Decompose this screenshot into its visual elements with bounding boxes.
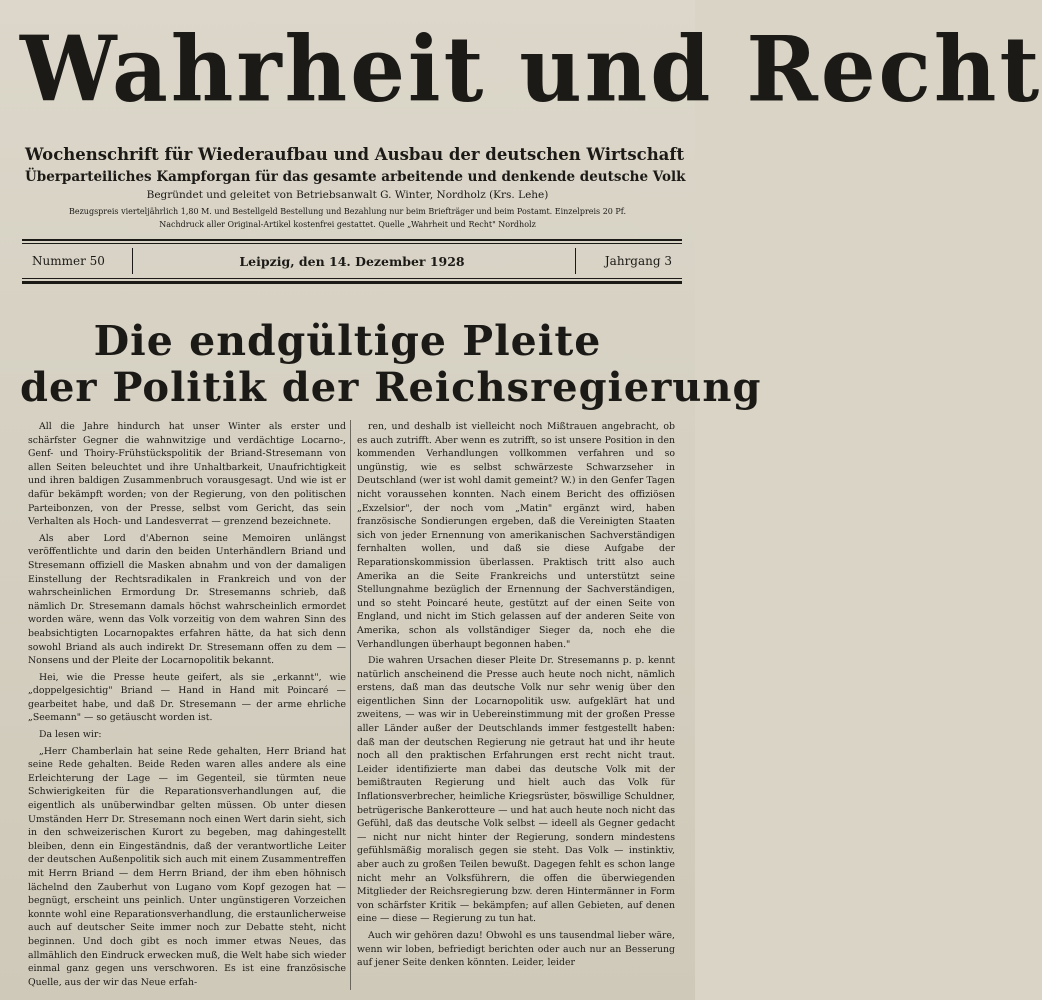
article-paragraph: Auch wir gehören dazu! Obwohl es uns tausendmal lieber wäre, wenn wir loben, befriedigt berichten oder auch nur an Besserung auf jener Seite denken könnten. Leider, leider [357,929,675,969]
masthead-subtitle: Wochenschrift für Wiederaufbau und Ausbau der deutschen Wirtschaft [25,145,685,164]
article-paragraph: „Herr Chamberlain hat seine Rede gehalten, Herr Briand hat seine Rede gehalten. Beide Reden waren alles andere als eine Erleichterung der Lage — im Gegenteil, sie türmten neue Schwierigkeiten für die Reparationsverhandlungen auf, die eigentlich als unüberwindbar gelten müssen. Ob unter diesen Umständen Herr Dr. Stresemann noch einen Wert darin sieht, sich in den schweizerischen Kurort zu begeben, mag dahingestellt bleiben, denn ein Eingeständnis, daß der verantwortliche Leiter der deutschen Außenpolitik sich auch mit einem Zusammentreffen mit Herrn Briand — dem Herrn Briand, der ihm eben höhnisch lächelnd den Zauberhut von Lugano vom Kopf gezogen hat — begnügt, erscheint uns peinlich. Unter ungünstigeren Vorzeichen konnte wohl eine Reparationsverhandlung, die erstaunlicherweise auch auf deutscher Seite immer noch zur Debatte steht, nicht beginnen. Und doch gibt es noch immer etwas Neues, das allmählich den Eindruck erwecken muß, die Welt habe sich wieder einmal ganz gegen uns verschworen. Es ist eine französische Quelle, aus der wir das Neue erfah- [28,745,346,988]
article-headline-line-1: Die endgültige Pleite [93,317,602,365]
volume-number: Jahrgang 3 [604,254,672,268]
article-paragraph: Als aber Lord d'Abernon seine Memoiren unlängst veröffentlichte und darin den beiden Unterhändlern Briand und Stresemann offiziell die Masken abnahm und von der damaligen Einstellung der Rechtsradikalen in Frankreich und von der wahrscheinlichen Ermordung Dr. Stresemanns schrieb, daß nämlich Dr. Stresemann damals höchst wahrscheinlich ermordet worden wäre, wenn das Volk vorzeitig von dem wahren Sinn des beabsichtigten Locarnopaktes erfahren hätte, da hat sich denn sowohl Briand als auch indirekt Dr. Stresemann offen zu dem — Nonsens und der Pleite der Locarnopolitik bekannt. [28,532,346,667]
issue-date: Leipzig, den 14. Dezember 1928 [239,254,465,269]
column-divider [350,420,351,990]
masthead-founder: Begründet und geleitet von Betriebsanwalt G. Winter, Nordholz (Krs. Lehe) [146,189,549,201]
issue-number: Nummer 50 [32,254,105,268]
divider-rule [22,239,682,241]
article-paragraph: Da lesen wir: [39,729,102,741]
article-column-left [28,420,346,989]
article-paragraph: ren, und deshalb ist vielleicht noch Mißtrauen angebracht, ob es auch zutrifft. Aber wenn es zutrifft, so ist unsere Position in den kommenden Verhandlungen vollkommen verfahren und so ungünstig, wie es selbst schwärzeste Schwarzseher in Deutschland (wer ist wohl damit gemeint? W.) in den Genfer Tagen nicht voraussehen konnten. Nach einem Bericht des offiziösen „Exzelsior", der noch vom „Matin" ergänzt wird, haben französische Sondierungen ergeben, daß die Vereinigten Staaten sich von jeder Ernennung von amerikanischen Sachverständigen fernhalten wollen, und daß sie diese Aufgabe der Reparationskommission überlassen. Praktisch tritt also auch Amerika an die Seite Frankreichs und unterstützt seine Stellungnahme bezüglich der Ernennung der Sachverständigen, und so steht Poincaré heute, gestützt auf der einen Seite von England, und nicht im Stich gelassen auf der anderen Seite von Amerika, schon als vollständiger Sieger da, noch ehe die Verhandlungen überhaupt begonnen haben." [357,421,675,650]
article-headline-line-2: der Politik der Reichsregierung [20,364,762,411]
divider-rule [22,281,682,284]
masthead-tagline: Überparteiliches Kampforgan für das gesamte arbeitende und denkende deutsche Volk [25,169,686,185]
issue-info-bar [22,246,682,276]
masthead-title: Wahrheit und Recht [20,16,1042,123]
article-paragraph: Die wahren Ursachen dieser Pleite Dr. Stresemanns p. p. kennt natürlich anscheinend die Presse auch heute noch nicht, nämlich erstens, daß man das deutsche Volk nur sehr wenig über den eigentlichen Sinn der Locarnopolitik usw. aufgeklärt hat und zweitens, — was wir in Uebereinstimmung mit der großen Presse aller Länder außer der Deutschlands immer festgestellt haben: daß man der deutschen Regierung nie getraut hat und ihr heute noch all den praktischen Erfahrungen erst recht nicht traut. Leider identifizierte man dabei das deutsche Volk mit der bemißtrauten Regierung und hielt auch das Volk für Inflationsverbrecher, heimliche Kriegsrüster, böswillige Schuldner, betrügerische Bankerotteure — und hat auch heute noch nicht das Gefühl, daß das deutsche Volk selbst — ideell als Gegner gedacht — nicht nur nicht hinter der Regierung, sondern mindestens gefühlsmäßig moralisch gegen sie steht. Das Volk — instinktiv, aber auch zu großen Teilen bewußt. Dagegen fehlt es schon lange nicht mehr an Volksführern, die offen die überwiegenden Mitglieder der Reichsregierung bzw. deren Hintermänner in Form von schärfster Kritik — bekämpfen; auf allen Gebieten, auf denen eine — diese — Regierung zu tun hat. [357,655,675,925]
divider-rule [22,243,682,244]
article-column-right [357,420,675,970]
article-paragraph: Hei, wie die Presse heute geifert, als sie „erkannt", wie „doppelgesichtig" Briand — Hand in Hand mit Poincaré — gearbeitet habe, und daß Dr. Stresemann — der arme ehrliche „Seemann" — so getäuscht worden ist. [28,671,346,724]
divider-rule [22,278,682,279]
reprint-notice: Nachdruck aller Original-Artikel kostenfrei gestattet. Quelle „Wahrheit und Recht" Nordholz [159,220,536,229]
info-separator [575,248,576,274]
subscription-notice: Bezugspreis vierteljährlich 1,80 M. und Bestellgeld Bestellung und Bezahlung nur beim Briefträger und beim Postamt. Einzelpreis 20 Pf. [68,207,627,216]
article-paragraph: All die Jahre hindurch hat unser Winter als erster und schärfster Gegner die wahnwitzige und verdächtige Locarno-, Genf- und Thoiry-Frühstückspolitik der Briand-Stresemann von allen Seiten beleuchtet und ihre Unhaltbarkeit, Unaufrichtigkeit und ihren baldigen Zusammenbruch vorausgesagt. Und wie ist er dafür bekämpft worden; von der Regierung, von den politischen Parteibonzen, von der Presse, selbst vom Gericht, das sein Verhalten als Hoch- und Landesverrat — grenzend bezeichnete. [28,421,346,528]
